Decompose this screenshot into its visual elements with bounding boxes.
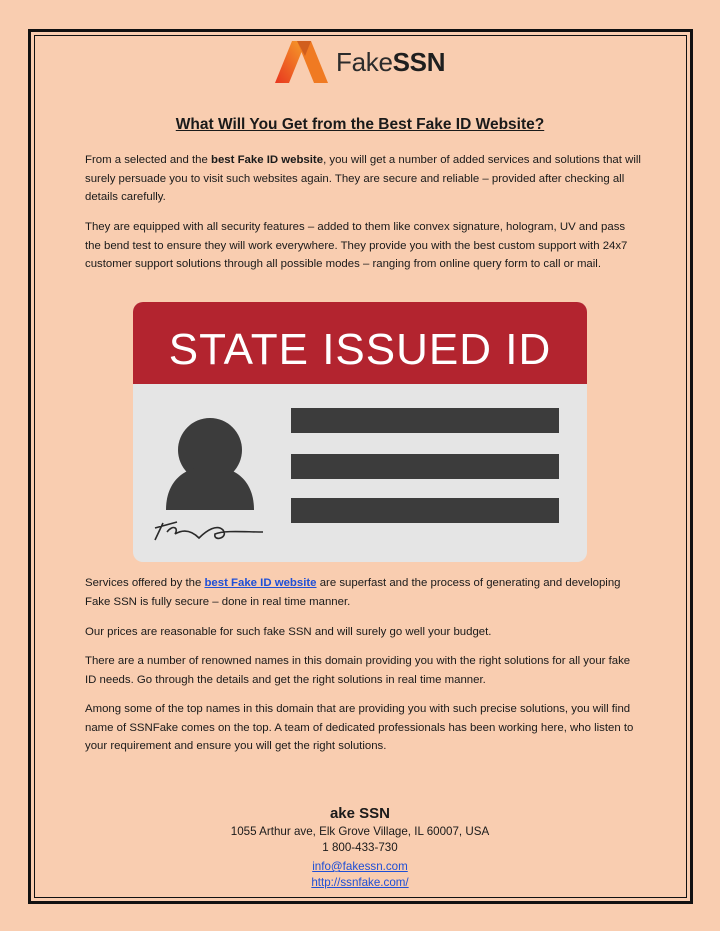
- best-fake-id-link[interactable]: best Fake ID website: [204, 577, 317, 589]
- fakessn-logo-icon: [275, 41, 328, 83]
- para3-after: are superfast and the process of generating and developing Fake SSN is fully secure – done in real time manner.: [85, 577, 621, 608]
- footer-website-row: [0, 873, 720, 891]
- para1-bold: best Fake ID website: [211, 154, 324, 166]
- id-info-bar-3: [291, 498, 559, 523]
- paragraph-2: They are equipped with all security features – added to them like convex signature, hologram, UV and pass the bend test to ensure they will work everywhere. They provide you with the best custom support with 24x7 customer support solutions through all possible modes – ranging from online query form to call or mail.: [85, 221, 628, 271]
- fakessn-logo[interactable]: [275, 40, 450, 84]
- logo-text: [336, 47, 445, 78]
- footer-website-link[interactable]: http://ssnfake.com/: [311, 876, 409, 889]
- page-title: What Will You Get from the Best Fake ID Website?: [175, 116, 545, 133]
- id-info-bar-1: [291, 408, 559, 433]
- paragraph-1: [85, 151, 641, 207]
- logo-text-light: Fake: [336, 46, 393, 77]
- para3-before: Services offered by the: [85, 577, 205, 589]
- paragraph-5: There are a number of renowned names in this domain providing you with the right solutions for all your fake ID needs. Go through the details and get the right solutions in real time manner.: [85, 655, 631, 686]
- para1-after: , you will get a number of added services and solutions that will surely persuade you to visit such websites again. They are secure and reliable – provided after checking all details carefully.: [85, 154, 641, 204]
- id-card-title: STATE ISSUED ID: [168, 325, 552, 374]
- footer-address: 1055 Arthur ave, Elk Grove Village, IL 60007, USA: [230, 825, 490, 838]
- footer-email-link[interactable]: info@fakessn.com: [312, 860, 408, 873]
- para1-before: From a selected and the: [85, 154, 211, 166]
- paragraph-4: Our prices are reasonable for such fake SSN and will surely go well your budget.: [85, 626, 492, 638]
- paragraph-6: Among some of the top names in this domain that are providing you with such precise solutions, you will find name of SSNFake comes on the top. A team of dedicated professionals has been working here, who listen to your requirement and ensure you will get the right solutions.: [85, 703, 634, 753]
- logo-text-bold: SSN: [392, 46, 446, 77]
- id-info-bar-2: [291, 454, 559, 479]
- footer-company-name: ake SSN: [329, 805, 391, 822]
- footer-phone: 1 800-433-730: [322, 841, 398, 854]
- state-id-card-image: [133, 302, 587, 562]
- paragraph-3: [85, 574, 641, 611]
